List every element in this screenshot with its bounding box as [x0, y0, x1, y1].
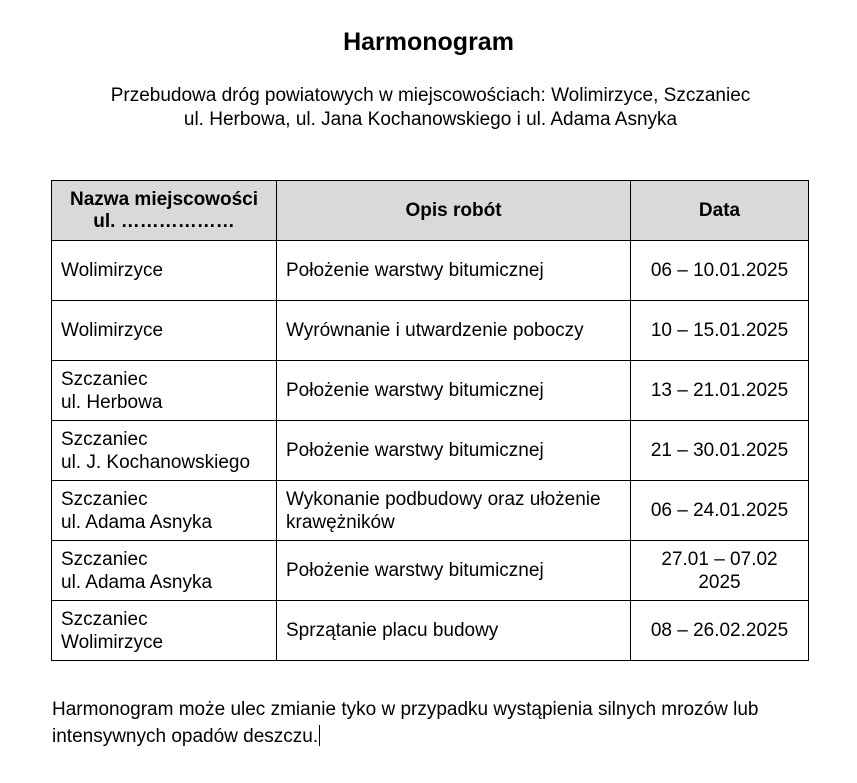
table-row	[52, 241, 809, 301]
table-row	[52, 541, 809, 601]
cell-location	[52, 421, 277, 481]
schedule-note[interactable]	[52, 696, 832, 750]
date-line: 21 – 30.01.2025	[650, 440, 789, 461]
cell-location	[52, 301, 277, 361]
cell-work-description: Położenie warstwy bitumicznej	[277, 361, 631, 421]
location-line: Wolimirzyce	[61, 631, 164, 653]
cell-location	[52, 481, 277, 541]
cell-work-description: Wykonanie podbudowy oraz ułożenie krawężników	[277, 481, 631, 541]
note-text: Harmonogram może ulec zmianie tyko w przypadku wystąpienia silnych mrozów lub intensywnych opadów deszczu.	[52, 699, 759, 747]
column-header-date: Data	[631, 181, 809, 241]
location-line: ul. Herbowa	[61, 391, 163, 413]
cell-date	[631, 541, 809, 601]
location-line: ul. Adama Asnyka	[61, 511, 213, 533]
location-line: ul. Adama Asnyka	[61, 571, 213, 593]
cell-date	[631, 421, 809, 481]
table-row	[52, 421, 809, 481]
date-line: 06 – 10.01.2025	[650, 260, 789, 281]
date-line: 08 – 26.02.2025	[650, 620, 789, 641]
cell-location	[52, 541, 277, 601]
table-header-row	[52, 181, 809, 241]
table-row	[52, 361, 809, 421]
location-line: Szczaniec	[61, 428, 148, 450]
date-line: 2025	[698, 571, 741, 593]
cell-location	[52, 361, 277, 421]
header-location-line: Nazwa miejscowości	[70, 188, 258, 210]
location-line: ul. J. Kochanowskiego	[61, 451, 251, 473]
cell-location	[52, 241, 277, 301]
document-title: Harmonogram	[343, 28, 514, 56]
subtitle-line: Przebudowa dróg powiatowych w miejscowościach: Wolimirzyce, Szczaniec	[110, 85, 751, 106]
cell-date	[631, 361, 809, 421]
location-line: Wolimirzyce	[61, 260, 164, 281]
column-header-location	[52, 181, 277, 241]
schedule-table	[51, 180, 809, 661]
cell-date	[631, 601, 809, 661]
cell-work-description: Sprzątanie placu budowy	[277, 601, 631, 661]
location-line: Szczaniec	[61, 368, 148, 390]
document-subtitle	[0, 84, 857, 132]
cell-work-description: Położenie warstwy bitumicznej	[277, 421, 631, 481]
date-line: 10 – 15.01.2025	[650, 320, 789, 341]
subtitle-line: ul. Herbowa, ul. Jana Kochanowskiego i ul. Adama Asnyka	[183, 109, 678, 130]
cell-date	[631, 241, 809, 301]
table-row	[52, 601, 809, 661]
location-line: Wolimirzyce	[61, 320, 164, 341]
location-line: Szczaniec	[61, 548, 148, 570]
cell-work-description: Wyrównanie i utwardzenie poboczy	[277, 301, 631, 361]
header-location-line: ul. ………………	[93, 210, 235, 232]
cell-work-description: Położenie warstwy bitumicznej	[277, 541, 631, 601]
location-line: Szczaniec	[61, 488, 148, 510]
table-row	[52, 301, 809, 361]
cell-location	[52, 601, 277, 661]
date-line: 27.01 – 07.02	[661, 548, 778, 570]
cell-date	[631, 301, 809, 361]
date-line: 13 – 21.01.2025	[650, 380, 789, 401]
date-line: 06 – 24.01.2025	[650, 500, 789, 521]
cell-work-description: Położenie warstwy bitumicznej	[277, 241, 631, 301]
table-row	[52, 481, 809, 541]
location-line: Szczaniec	[61, 608, 148, 630]
column-header-work: Opis robót	[277, 181, 631, 241]
text-cursor	[319, 725, 320, 746]
cell-date	[631, 481, 809, 541]
